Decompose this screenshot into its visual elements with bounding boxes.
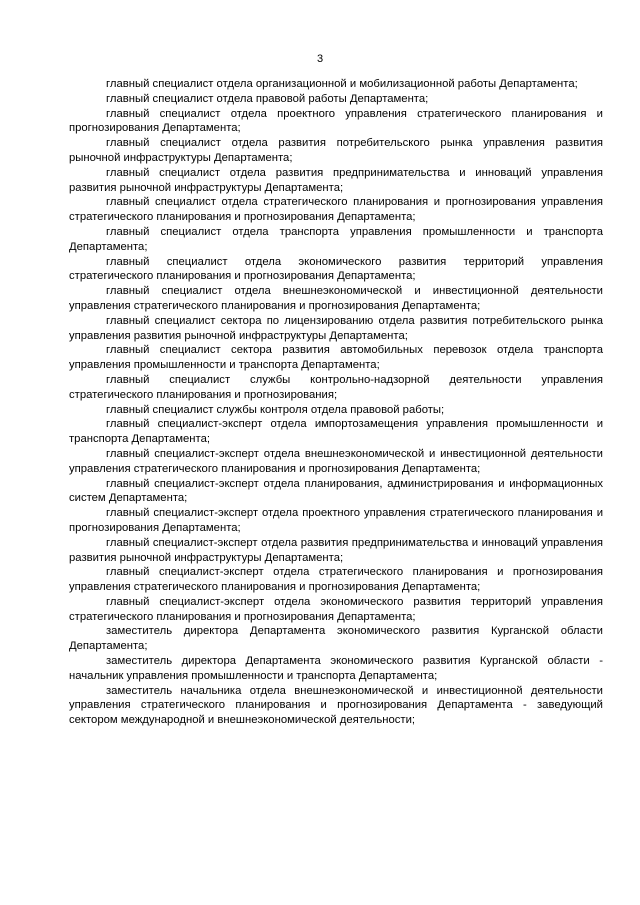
position-item: главный специалист отдела организационной и мобилизационной работы Департамента; — [106, 78, 578, 90]
position-item: главный специалист-эксперт отдела планирования, администрирования и информационных систем Департамента; — [69, 477, 603, 505]
position-item: главный специалист отдела развития предпринимательства и инноваций управления развития рыночной инфраструктуры Департамента; — [69, 166, 603, 194]
position-item: заместитель директора Департамента экономического развития Курганской области - начальник управления промышленности и транспорта Департамента; — [69, 655, 603, 682]
position-item: главный специалист отдела экономического развития территорий управления стратегического планирования и прогнозирования Департамента; — [69, 255, 603, 283]
position-item: главный специалист отдела правовой работы Департамента; — [106, 92, 429, 105]
position-item: главный специалист отдела стратегического планирования и прогнозирования управления стратегического планирования и прогнозирования Департамента; — [69, 196, 603, 224]
position-item: главный специалист сектора развития автомобильных перевозок отдела транспорта управления промышленности и транспорта Департамента; — [69, 344, 603, 372]
position-item: главный специалист-эксперт отдела внешнеэкономической и инвестиционной деятельности управления стратегического планирования и прогнозирования Департамента; — [69, 447, 603, 475]
position-item: главный специалист отдела развития потребительского рынка управления развития рыночной инфраструктуры Департамента; — [69, 137, 603, 164]
position-item: главный специалист-эксперт отдела развития предпринимательства и инноваций управления развития рыночной инфраструктуры Департамента; — [69, 536, 603, 564]
position-list — [69, 77, 603, 728]
position-item: заместитель директора Департамента экономического развития Курганской области Департамента; — [69, 625, 603, 653]
page-number: 3 — [316, 53, 324, 65]
position-item: главный специалист-эксперт отдела стратегического планирования и прогнозирования управления стратегического планирования и прогнозирования Департамента; — [69, 566, 603, 594]
position-item: главный специалист сектора по лицензированию отдела развития потребительского рынка управления развития рыночной инфраструктуры Департамента; — [69, 314, 603, 342]
position-item: заместитель начальника отдела внешнеэкономической и инвестиционной деятельности управления стратегического планирования и прогнозирования Департамента - заведующий сектором международной и внешнеэкономической деятельности; — [69, 684, 603, 727]
position-item: главный специалист службы контрольно-надзорной деятельности управления стратегического планирования и прогнозирования; — [69, 373, 603, 401]
position-item: главный специалист-эксперт отдела проектного управления стратегического планирования и прогнозирования Департамента; — [69, 507, 603, 534]
position-item: главный специалист отдела внешнеэкономической и инвестиционной деятельности управления стратегического планирования и прогнозирования Департамента; — [69, 285, 603, 312]
position-item: главный специалист отдела транспорта управления промышленности и транспорта Департамента; — [69, 225, 603, 253]
position-item: главный специалист службы контроля отдела правовой работы; — [106, 403, 445, 416]
position-item: главный специалист-эксперт отдела экономического развития территорий управления стратегического планирования и прогнозирования Департамента; — [69, 595, 603, 623]
position-item: главный специалист-эксперт отдела импортозамещения управления промышленности и транспорта Департамента; — [69, 418, 603, 446]
position-item: главный специалист отдела проектного управления стратегического планирования и прогнозирования Департамента; — [69, 107, 603, 135]
